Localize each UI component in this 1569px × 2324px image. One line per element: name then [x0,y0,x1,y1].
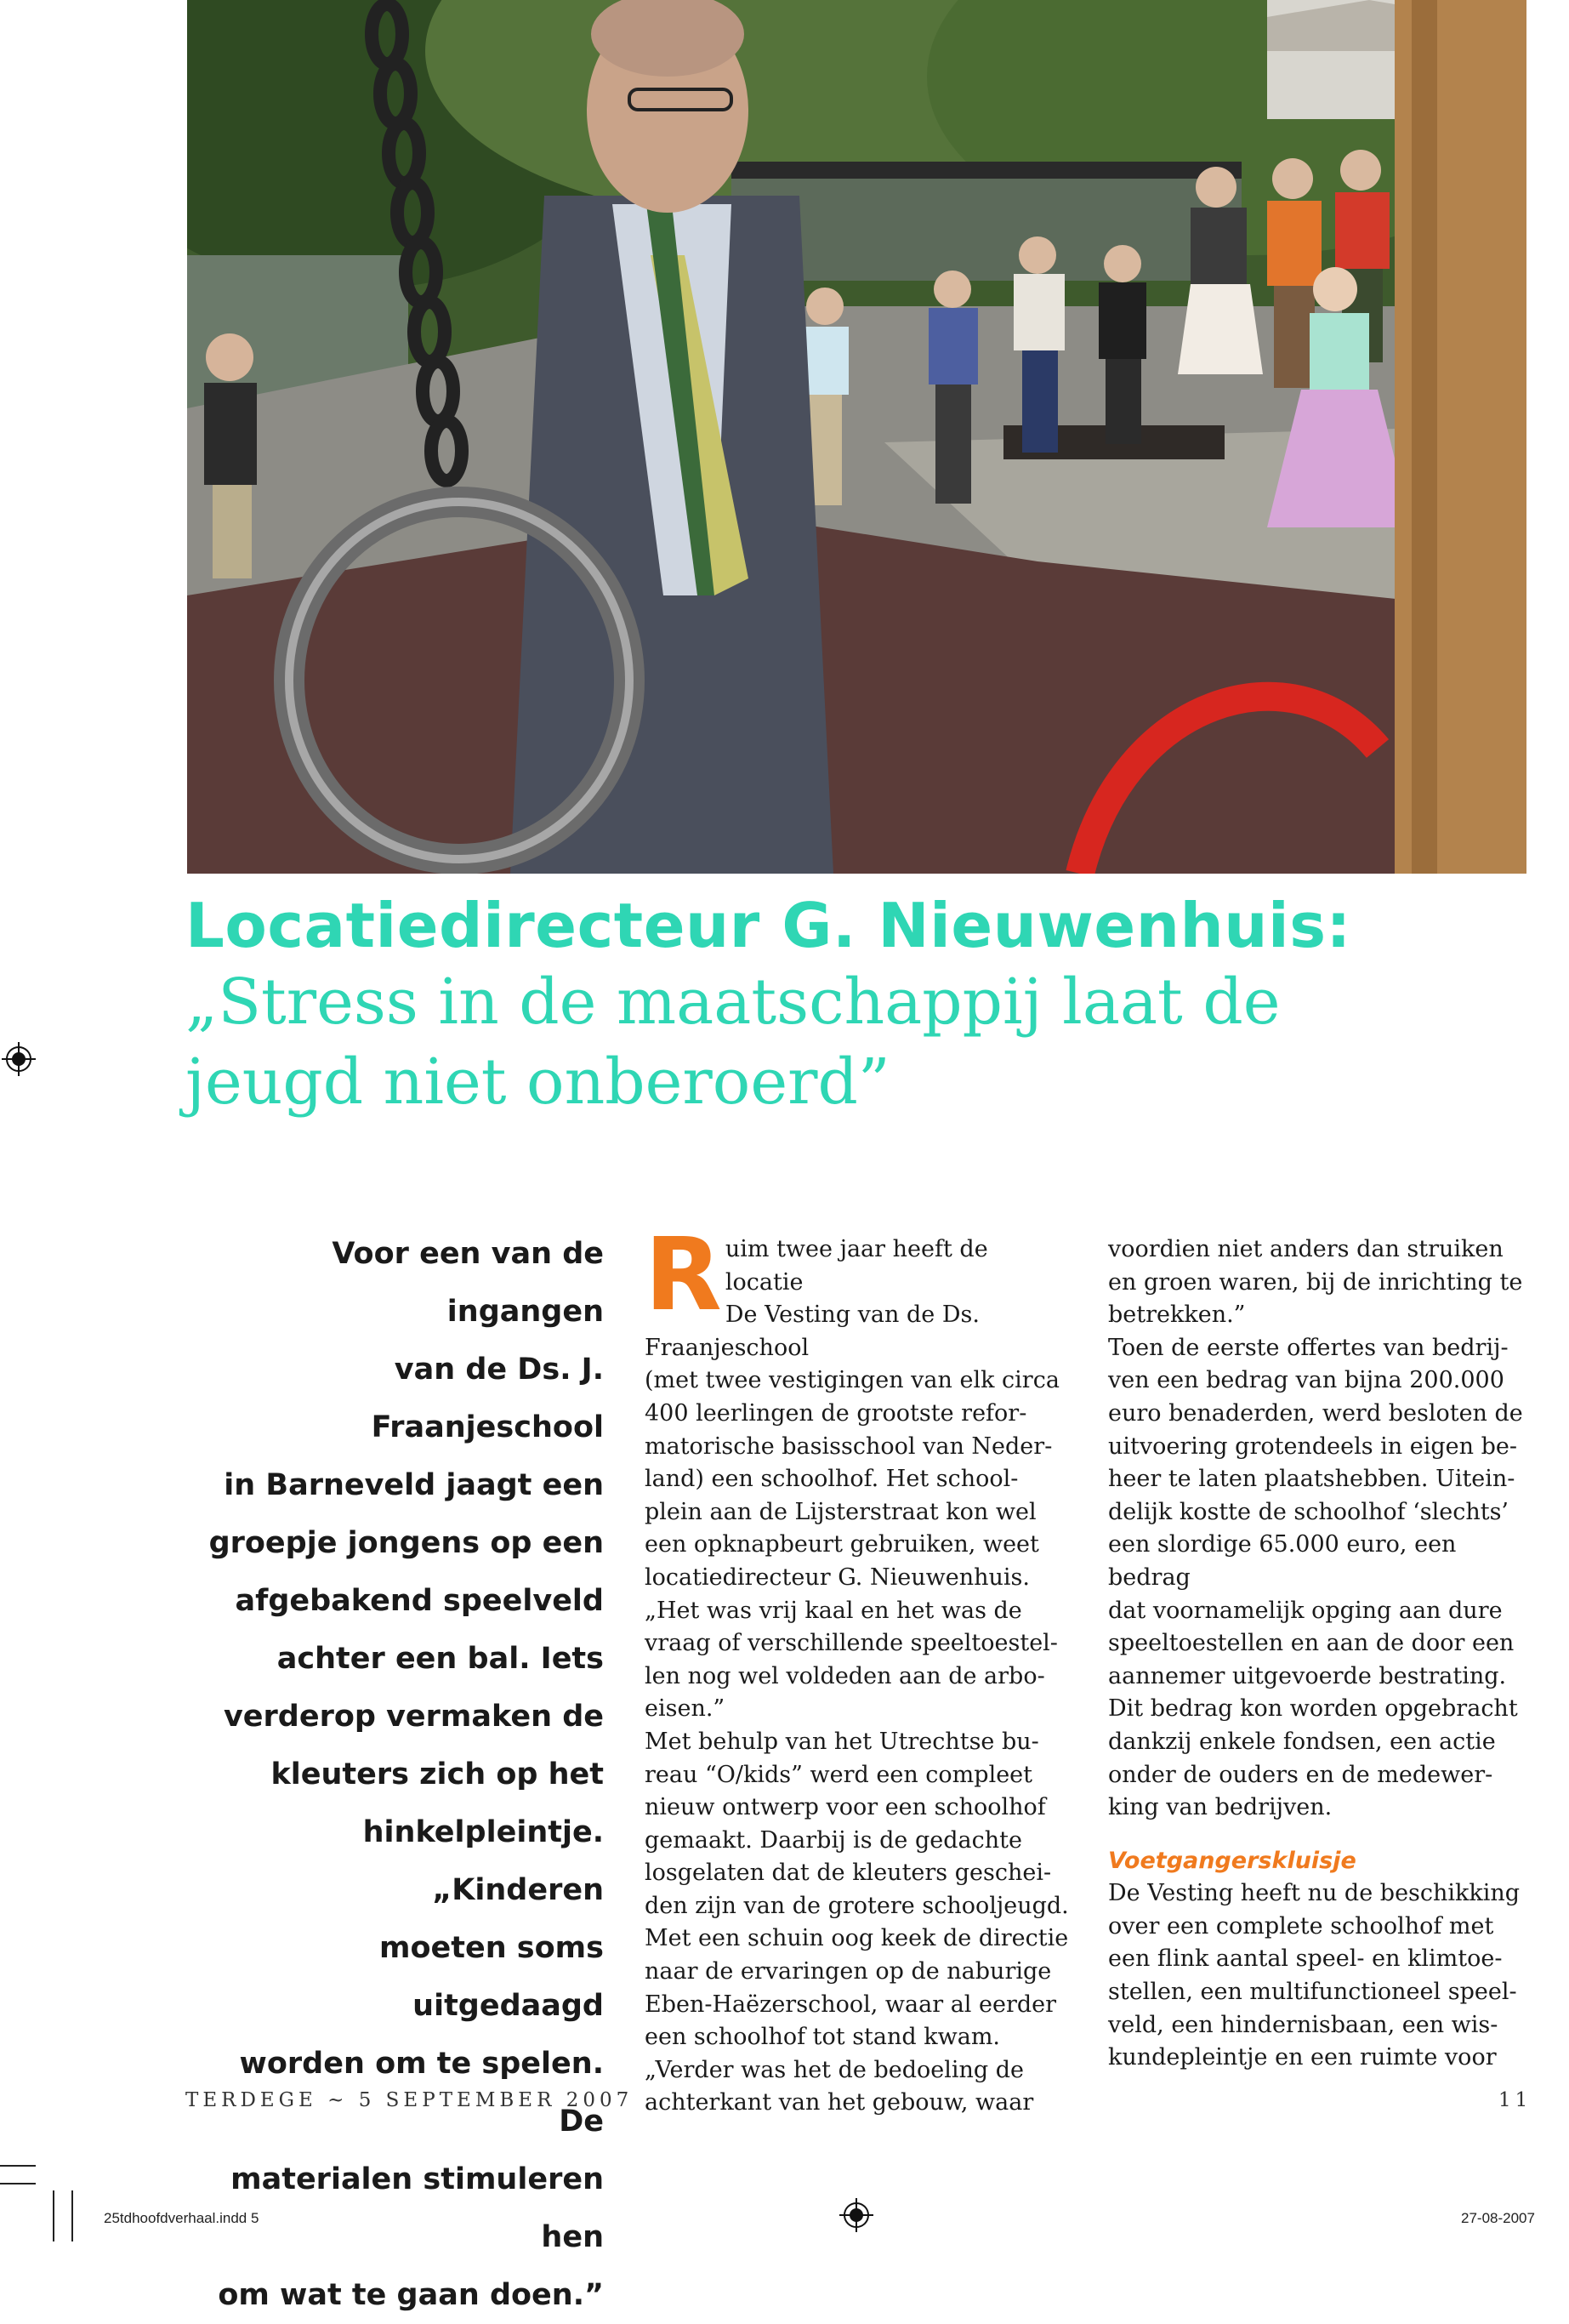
lead-line: in Barneveld jaagt een [224,1468,604,1502]
body-line: dat voornamelijk opging aan dure [1108,1597,1503,1624]
crop-mark [53,2190,54,2241]
body-line: heer te laten plaatshebben. Uitein- [1108,1466,1515,1493]
body-column-1 [645,1216,1070,2120]
lead-line: hinkelpleintje. „Kinderen [362,1815,604,1907]
body-line: Eben-Haëzerschool, waar al eerder [645,1991,1057,2018]
body-line: een flink aantal speel- en klimtoe- [1108,1945,1503,1973]
crop-mark [0,2183,36,2184]
body-line: „Verder was het de bedoeling de [645,2056,1025,2083]
lead-line: achter een bal. Iets [276,1642,604,1676]
body-line: over een complete schoolhof met [1108,1912,1494,1940]
body-line: betrekken.” [1108,1302,1246,1329]
lead-line: materialen stimuleren hen [230,2162,604,2254]
body-line: den zijn van de grotere schooljeugd. [645,1892,1069,1919]
lead-line: kleuters zich op het [270,1757,604,1791]
body-line: reau “O/kids” werd een compleet [645,1761,1033,1788]
body-line: gemaakt. Daarbij is de gedachte [645,1826,1022,1854]
body-line: locatiedirecteur G. Nieuwenhuis. [645,1564,1030,1591]
lead-line: Voor een van de ingangen [332,1237,604,1329]
body-line: king van bedrijven. [1108,1794,1333,1821]
body-line: uim twee jaar heeft de locatie [725,1236,988,1296]
lead-line: verderop vermaken de [223,1700,604,1734]
body-line: euro benaderden, werd besloten de [1108,1399,1523,1427]
body-line: „Het was vrij kaal en het was de [645,1597,1022,1624]
body-line: De Vesting heeft nu de beschikking [1108,1880,1521,1907]
body-line: Dit bedrag kon worden opgebracht [1108,1695,1518,1723]
registration-mark-icon [2,1042,36,1076]
body-line: matorische basisschool van Neder- [645,1433,1053,1460]
lead-line: groepje jongens op een [208,1526,604,1560]
body-line: kundepleintje en een ruimte voor [1108,2044,1497,2071]
body-line: een slordige 65.000 euro, een bedrag [1108,1531,1457,1591]
article-photo [187,0,1526,874]
body-line: De Vesting van de Ds. Fraanjeschool [645,1302,980,1361]
body-line: vraag of verschillende speeltoestel- [645,1630,1058,1657]
body-line: uitvoering grotendeels in eigen be- [1108,1433,1517,1460]
lead-line: afgebakend speelveld [235,1584,604,1618]
lead-line: van de Ds. J. Fraanjeschool [371,1353,604,1444]
body-line: een opknapbeurt gebruiken, weet [645,1531,1039,1558]
body-line: Toen de eerste offertes van bedrij- [1108,1334,1509,1361]
body-line: voordien niet anders dan struiken [1108,1236,1504,1262]
body-line: eisen.” [645,1695,725,1723]
lead-line: worden om te spelen. De [239,2047,604,2139]
body-line: nieuw ontwerp voor een schoolhof [645,1794,1046,1821]
body-line: (met twee vestigingen van elk circa [645,1367,1060,1394]
body-line: veld, een hindernisbaan, een wis- [1108,2011,1498,2038]
body-line: aannemer uitgevoerde bestrating. [1108,1662,1507,1689]
headline: Locatiedirecteur G. Nieuwenhuis: [185,890,1351,961]
body-line: len nog wel voldeden aan de arbo- [645,1662,1045,1689]
body-line: plein aan de Lijsterstraat kon wel [645,1498,1037,1525]
running-footer: TERDEGE ~ 5 SEPTEMBER 2007 [185,2089,634,2111]
body-line: 400 leerlingen de grootste refor- [645,1399,1027,1427]
slug-filename: 25tdhoofdverhaal.indd 5 [104,2210,259,2226]
crop-mark [71,2190,73,2241]
body-line: dankzij enkele fondsen, een actie [1108,1728,1496,1755]
body-line: land) een schoolhof. Het school- [645,1466,1019,1493]
body-line: ven een bedrag van bijna 200.000 [1108,1367,1504,1394]
body-line: stellen, een multifunctioneel speel- [1108,1979,1517,2006]
body-line: losgelaten dat de kleuters geschei- [645,1860,1052,1887]
body-line: achterkant van het gebouw, waar [645,2089,1034,2116]
body-line: delijk kostte de schoolhof ‘slechts’ [1108,1498,1509,1525]
headline-quote-line-2: jeugd niet onberoerd” [185,1045,890,1119]
body-line: onder de ouders en de medewer- [1108,1761,1493,1788]
body-line: en groen waren, bij de inrichting te [1108,1268,1523,1296]
crop-mark [0,2165,36,2167]
subheading: Voetgangerskluisje [1108,1847,1356,1874]
lead-line: om wat te gaan doen.” [218,2278,604,2312]
body-column-2 [1108,1233,1533,2075]
intro-lead [185,1225,604,2324]
body-line: een schoolhof tot stand kwam. [645,2024,1001,2051]
drop-cap: R [645,1216,722,1333]
body-line: naar de ervaringen op de naburige [645,1958,1052,1985]
headline-quote-line-1: „Stress in de maatschappij laat de [185,965,1281,1039]
body-line: speeltoestellen en aan de door een [1108,1630,1515,1657]
body-line: Met behulp van het Utrechtse bu- [645,1728,1039,1755]
lead-line: moeten soms uitgedaagd [378,1931,604,2023]
page-number: 11 [1498,2089,1532,2111]
registration-mark-icon [839,2198,873,2232]
body-line: Met een schuin oog keek de directie [645,1925,1069,1952]
headline-block [185,889,1512,1122]
slug-date: 27-08-2007 [1461,2210,1535,2226]
